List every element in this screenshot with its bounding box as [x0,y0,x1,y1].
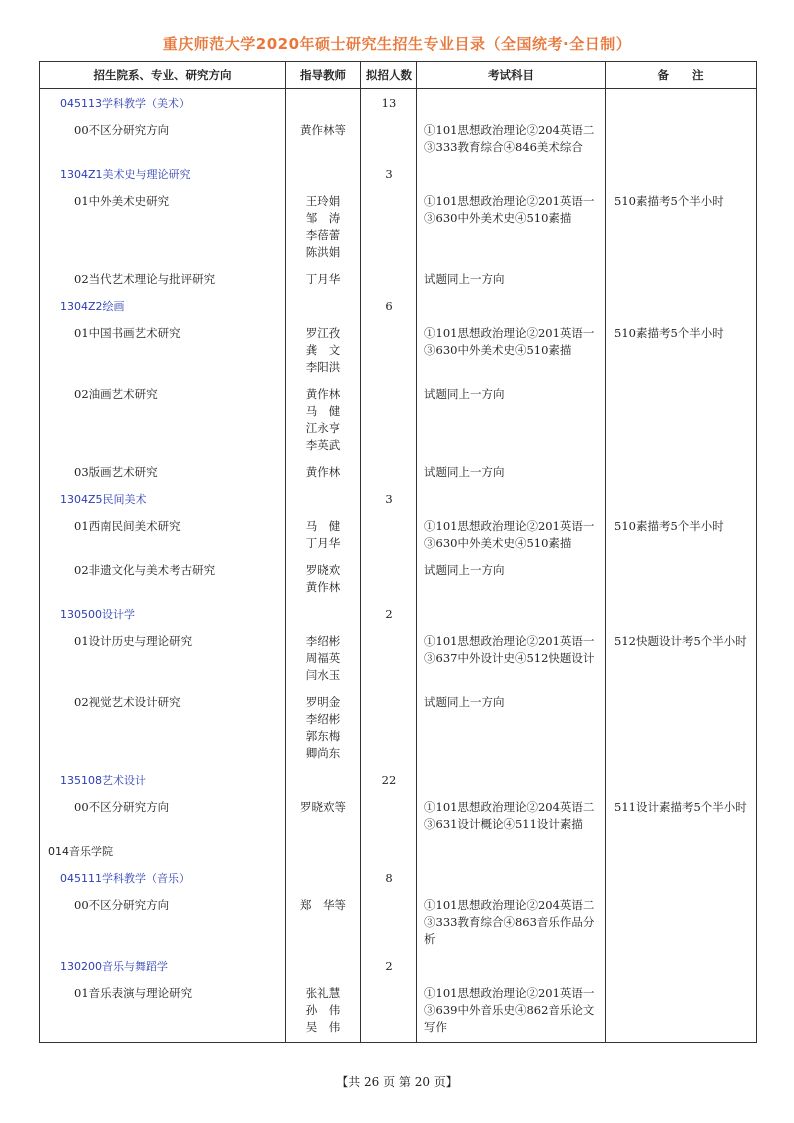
program-name: 130200音乐与舞蹈学 [60,960,168,973]
direction-row [40,380,756,458]
program-name: 045113学科教学（美术） [60,97,190,110]
advisor-names: 罗晓欢 黄作林 [305,563,341,594]
quota-count: 22 [381,773,397,787]
quota-count: 2 [385,607,393,621]
page-footer: 【共 26 页 第 20 页】 [336,1075,458,1089]
program-name: 02视觉艺术设计研究 [74,695,181,709]
program-name: 014音乐学院 [48,845,113,858]
exam-subjects: ①101思想政治理论②201英语一 ③630中外美术史④510素描 [424,326,595,357]
quota-count: 6 [385,299,393,313]
table-body [40,89,756,1040]
direction-row [40,891,756,952]
direction-row [40,556,756,600]
direction-row [40,627,756,688]
advisor-names: 王玲娟 邹 涛 李蓓蕾 陈洪娟 [305,194,341,259]
advisor-names: 罗明金 李绍彬 郭东梅 卿尚东 [305,695,341,760]
program-name: 01中外美术史研究 [74,194,170,208]
program-name: 02油画艺术研究 [74,387,158,401]
remarks: 510素描考5个半小时 [614,194,724,208]
major-row [40,864,756,891]
exam-subjects: 试题同上一方向 [424,695,505,709]
program-name: 01音乐表演与理论研究 [74,986,193,1000]
remarks: 510素描考5个半小时 [614,326,724,340]
direction-row [40,458,756,485]
college-row [40,837,756,864]
advisor-names: 马 健 丁月华 [305,519,341,550]
major-row [40,292,756,319]
direction-row [40,979,756,1040]
program-name: 1304Z2绘画 [60,300,125,313]
quota-count: 3 [385,492,393,506]
remarks: 511设计素描考5个半小时 [614,800,747,814]
remarks: 512快题设计考5个半小时 [614,634,747,648]
remarks: 510素描考5个半小时 [614,519,724,533]
quota-count: 13 [381,96,397,110]
direction-row [40,793,756,837]
major-row [40,485,756,512]
exam-subjects: ①101思想政治理论②201英语一 ③630中外美术史④510素描 [424,519,595,550]
program-name: 045111学科教学（音乐） [60,872,190,885]
quota-count: 2 [385,959,393,973]
major-row [40,952,756,979]
exam-subjects: 试题同上一方向 [424,272,505,286]
major-row [40,766,756,793]
exam-subjects: ①101思想政治理论②201英语一 ③639中外音乐史④862音乐论文 写作 [424,986,595,1034]
program-name: 01中国书画艺术研究 [74,326,181,340]
program-name: 00不区分研究方向 [74,898,170,912]
direction-row [40,688,756,766]
exam-subjects: ①101思想政治理论②201英语一 ③630中外美术史④510素描 [424,194,595,225]
exam-subjects: 试题同上一方向 [424,465,505,479]
program-name: 00不区分研究方向 [74,123,170,137]
direction-row [40,187,756,265]
program-name: 1304Z1美术史与理论研究 [60,168,191,181]
direction-row [40,265,756,292]
advisor-names: 黄作林 [305,465,341,479]
program-name: 01设计历史与理论研究 [74,634,193,648]
direction-row [40,319,756,380]
exam-subjects: 试题同上一方向 [424,563,505,577]
program-name: 130500设计学 [60,608,135,621]
major-row [40,89,756,116]
page-title: 重庆师范大学2020年硕士研究生招生专业目录（全国统考·全日制） [162,35,632,53]
advisor-names: 李绍彬 周福英 闫水玉 [305,634,341,682]
advisor-names: 张礼慧 孙 伟 吴 伟 [305,986,341,1034]
program-name: 03版画艺术研究 [74,465,158,479]
advisor-names: 黄作林 马 健 江永亨 李英武 [305,387,341,452]
quota-count: 8 [385,871,393,885]
direction-row [40,512,756,556]
program-name: 02非遗文化与美术考古研究 [74,563,216,577]
program-name: 02当代艺术理论与批评研究 [74,272,216,286]
program-name: 135108艺术设计 [60,774,146,787]
advisor-names: 罗晓欢等 [300,800,346,814]
advisor-names: 黄作林等 [300,123,346,137]
quota-count: 3 [385,167,393,181]
exam-subjects: 试题同上一方向 [424,387,505,401]
catalog-table [39,61,757,1043]
header-col-program: 招生院系、专业、研究方向 [93,68,232,82]
header-col-advisor: 指导教师 [300,68,346,82]
program-name: 01西南民间美术研究 [74,519,181,533]
advisor-names: 罗江孜 龚 文 李阳洪 [305,326,341,374]
header-col-notes: 备 注 [657,68,704,82]
exam-subjects: ①101思想政治理论②201英语一 ③637中外设计史④512快题设计 [424,634,595,665]
header-col-quota: 拟招人数 [366,68,412,82]
exam-subjects: ①101思想政治理论②204英语二 ③333教育综合④863音乐作品分 析 [424,898,595,946]
header-col-subjects: 考试科目 [488,68,534,82]
major-row [40,160,756,187]
program-name: 1304Z5民间美术 [60,493,147,506]
major-row [40,600,756,627]
exam-subjects: ①101思想政治理论②204英语二 ③631设计概论④511设计素描 [424,800,595,831]
advisor-names: 丁月华 [305,272,341,286]
table-header [40,62,756,89]
exam-subjects: ①101思想政治理论②204英语二 ③333教育综合④846美术综合 [424,123,595,154]
advisor-names: 郑 华等 [300,898,346,912]
direction-row [40,116,756,160]
program-name: 00不区分研究方向 [74,800,170,814]
